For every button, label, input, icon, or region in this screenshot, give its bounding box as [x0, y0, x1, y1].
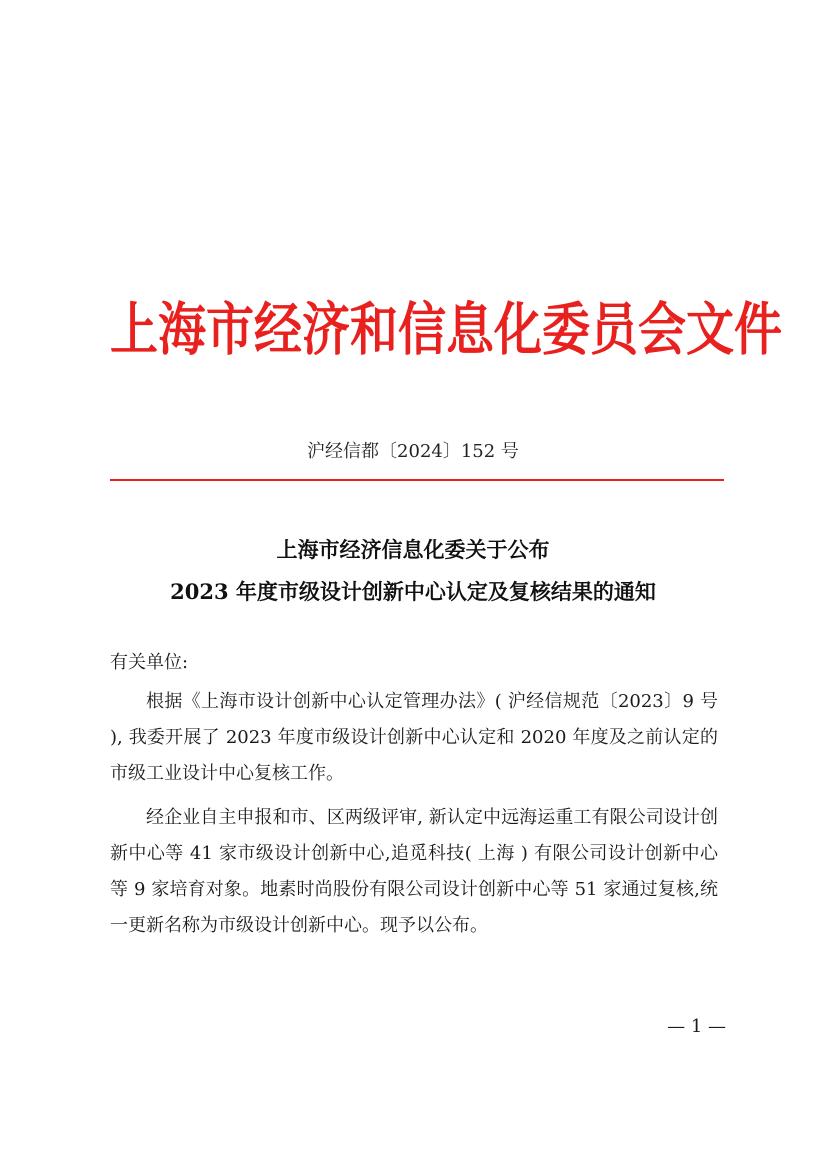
- document-number: 沪经信都〔2024〕152 号: [307, 441, 519, 462]
- body-paragraph-2: 经企业自主申报和市、区两级评审, 新认定中远海运重工有限公司设计创新中心等 41 家市级设计创新中心,追觅科技( 上海 ) 有限公司设计创新中心等 9 家培育对象。地素时尚股份有限公司设计创新中心等 51 家通过复核,统一更新名称为市级设计创新中心。现予以公布。: [110, 807, 718, 936]
- document-masthead: 上海市经济和信息化委员会文件: [110, 296, 783, 364]
- notice-title-line-1: 上海市经济信息化委关于公布: [276, 537, 550, 562]
- red-separator-line: [110, 479, 724, 481]
- notice-title-line-2: 2023 年度市级设计创新中心认定及复核结果的通知: [170, 579, 656, 604]
- salutation: 有关单位:: [110, 652, 189, 673]
- page-number: — 1 —: [667, 1016, 726, 1037]
- body-paragraph-1: 根据《上海市设计创新中心认定管理办法》( 沪经信规范〔2023〕9 号 ), 我委开展了 2023 年度市级设计创新中心认定和 2020 年度及之前认定的市级工业设计中心复核工作。: [110, 691, 718, 784]
